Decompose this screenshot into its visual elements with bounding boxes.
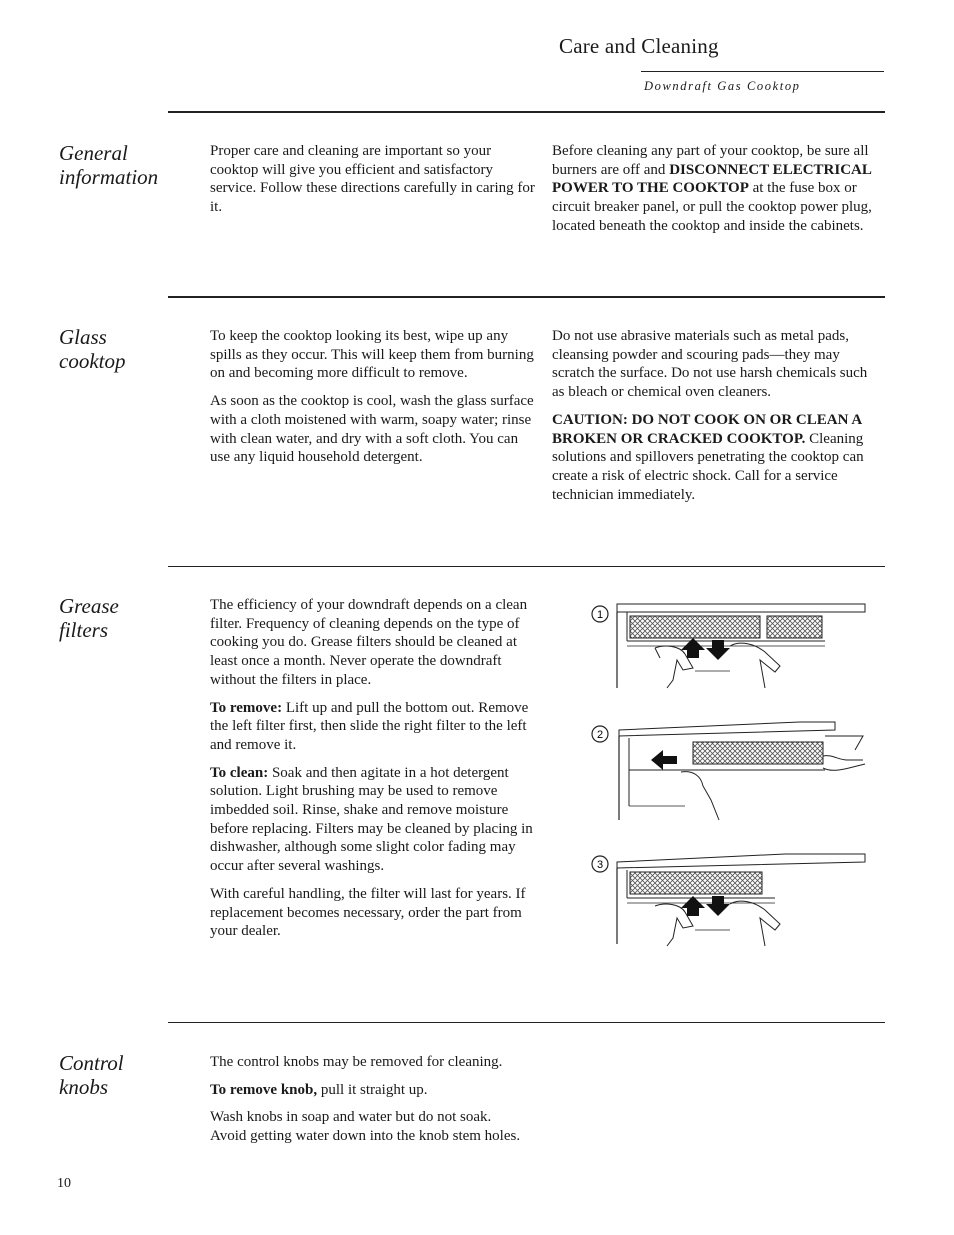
header-rule [641, 71, 884, 72]
paragraph: As soon as the cooktop is cool, wash the glass surface with a cloth moistened with warm, soapy water; rinse with clean water, and dry with a soft cloth. You can use any liquid household detergent. [210, 393, 534, 466]
step-number-2: 2 [596, 729, 604, 741]
paragraph: To remove knob, pull it straight up. [210, 1081, 428, 1098]
section-title-general-information: General information [59, 141, 159, 189]
paragraph: The efficiency of your downdraft depends on a clean filter. Frequency of cleaning depends on the type of cooking you do. Grease filters should be cleaned at least once a month. Never operate the downdraft without the filters in place. [210, 597, 528, 688]
control-knobs-text [210, 1053, 530, 1155]
paragraph: CAUTION: DO NOT COOK ON OR CLEAN A BROKEN OR CRACKED COOKTOP. Cleaning solutions and spillovers penetrating the cooktop can create a risk of electric shock. Call for a service technician immediately. [552, 411, 864, 503]
step-number-3: 3 [596, 859, 604, 871]
step-number-1: 1 [596, 609, 604, 621]
paragraph: Do not use abrasive materials such as metal pads, cleansing powder and scouring pads—they may scratch the surface. Do not use harsh chemicals such as bleach or chemical oven cleaners. [552, 328, 868, 401]
general-info-column-1 [210, 142, 536, 226]
filter-illustration-step-2 [585, 716, 875, 826]
paragraph: To keep the cooktop looking its best, wipe up any spills as they occur. This will keep them from burning on and becoming more difficult to remove. [210, 328, 534, 382]
section-divider [168, 1022, 885, 1023]
caution-text: CAUTION: DO NOT COOK ON OR CLEAN A BROKEN OR CRACKED COOKTOP. [552, 411, 862, 447]
section-divider [168, 566, 885, 567]
page-number: 10 [57, 1176, 71, 1191]
general-info-column-2 [552, 142, 874, 245]
warning-text: DISCONNECT ELECTRICAL POWER TO THE COOKTOP [552, 161, 872, 197]
section-divider [168, 296, 885, 298]
filter-illustration-step-3 [585, 848, 875, 948]
glass-column-2 [552, 327, 874, 513]
paragraph: Wash knobs in soap and water but do not soak. Avoid getting water down into the knob stem holes. [210, 1109, 521, 1145]
paragraph: The control knobs may be removed for cleaning. [210, 1054, 503, 1070]
grease-filters-text [210, 596, 536, 950]
section-title-control-knobs: Control knobs [59, 1051, 124, 1099]
section-title-grease-filters: Grease filters [59, 594, 119, 642]
glass-column-1 [210, 327, 536, 476]
paragraph: Proper care and cleaning are important so your cooktop will give you efficient and satisfactory service. Follow these directions carefully in caring for it. [210, 143, 535, 216]
section-divider [168, 111, 885, 113]
section-title-glass-cooktop: Glass cooktop [59, 325, 126, 373]
paragraph: Before cleaning any part of your cooktop, be sure all burners are off and DISCONNECT ELECTRICAL POWER TO THE COOKTOP at the fuse box or circuit breaker panel, or pull the cooktop power plug, located beneath the cooktop and inside the cabinets. [552, 143, 872, 234]
page-subtitle: Downdraft Gas Cooktop [644, 79, 801, 93]
page-title: Care and Cleaning [559, 34, 719, 58]
paragraph: To clean: Soak and then agitate in a hot detergent solution. Light brushing may be used to remove imbedded soil. Rinse, shake and remove moisture before replacing. Filters may be cleaned by placing in dishwasher, although some slight color fading may occur after several washings. [210, 764, 533, 875]
paragraph: To remove: Lift up and pull the bottom out. Remove the left filter first, then slide the right filter to the left and remove it. [210, 699, 529, 753]
filter-illustration-step-1 [585, 596, 875, 696]
paragraph: With careful handling, the filter will last for years. If replacement becomes necessary, order the part from your dealer. [210, 885, 526, 940]
